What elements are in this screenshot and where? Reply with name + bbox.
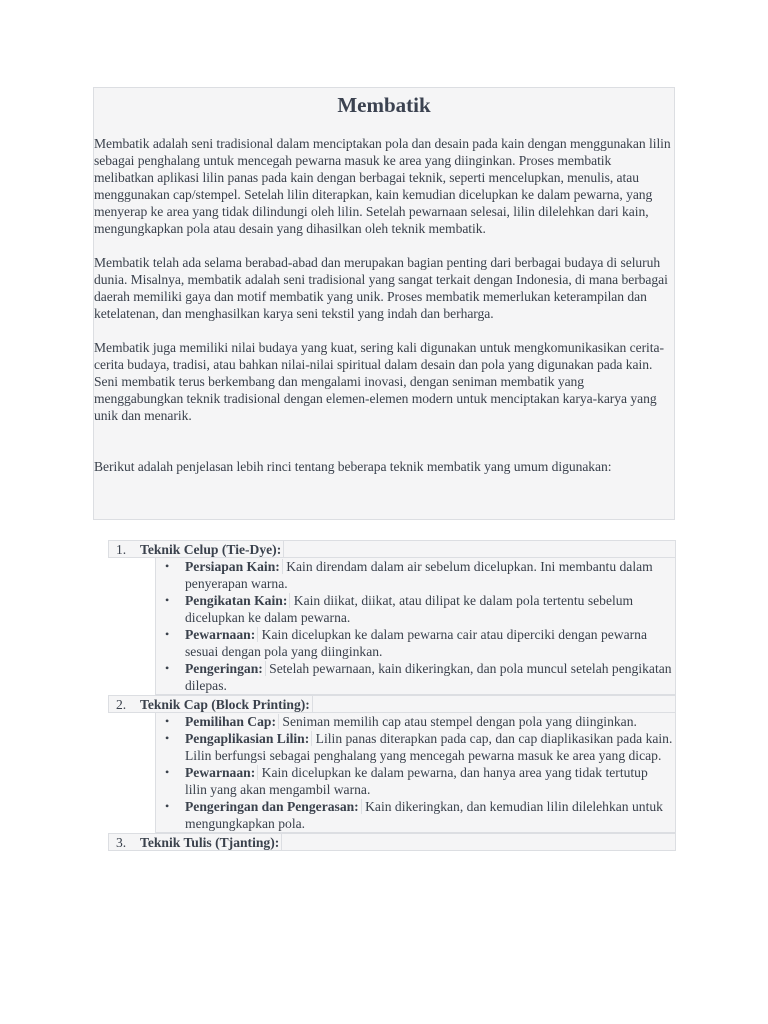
technique-item-tulis [108,833,676,851]
techniques-list [108,540,676,851]
step-text: Kain dicelupkan ke dalam pewarna, dan hanya area yang tidak tertutup lilin yang akan mengambil warna. [185,765,648,797]
step-text: Setelah pewarnaan, kain dikeringkan, dan pola muncul setelah pengikatan dilepas. [185,661,672,693]
bullet-icon: • [165,661,170,675]
bullet-icon: • [165,731,170,745]
intro-panel [93,87,675,520]
paragraph-definition: Membatik adalah seni tradisional dalam menciptakan pola dan desain pada kain dengan menggunakan lilin sebagai penghalang untuk mencegah pewarna masuk ke area yang diinginkan. Proses membatik melibatkan aplikasi lilin panas pada kain dengan berbagai teknik, seperti mencelupkan, menulis, atau menggunakan cap/stempel. Setelah lilin diterapkan, kain kemudian dicelupkan ke dalam pewarna, yang menyerap ke area yang tidak dilindungi oleh lilin. Setelah pewarnaan selesai, lilin dilelehkan dari kain, mengungkapkan pola atau desain yang dihasilkan oleh teknik membatik. [94,136,671,236]
step-term: Pewarnaan: [185,627,258,642]
list-item [156,798,675,832]
list-item [156,626,675,660]
technique-heading: Teknik Celup (Tie-Dye): [140,541,284,558]
technique-item-cap [108,695,676,713]
list-item [156,660,675,694]
step-text: Kain dicelupkan ke dalam pewarna cair atau diperciki dengan pewarna sesuai dengan pola yang diinginkan. [185,627,647,659]
technique-item-celup [108,540,676,558]
bullet-icon: • [165,627,170,641]
list-item [156,713,675,730]
list-number: 2. [116,697,127,712]
bullet-icon: • [165,559,170,573]
technique-heading: Teknik Cap (Block Printing): [140,696,313,713]
step-text: Kain diikat, diikat, atau dilipat ke dalam pola tertentu sebelum dicelupkan ke dalam pewarna. [185,593,634,625]
step-term: Persiapan Kain: [185,559,283,574]
paragraph-intro-techniques: Berikut adalah penjelasan lebih rinci tentang beberapa teknik membatik yang umum digunakan: [94,459,612,474]
list-number: 3. [116,835,127,850]
step-text: Lilin panas diterapkan pada cap, dan cap diaplikasikan pada kain. Lilin berfungsi sebagai penghalang yang mencegah pewarna masuk ke area yang dicap. [185,731,673,763]
step-term: Pengikatan Kain: [185,593,290,608]
list-item [156,592,675,626]
step-term: Pemilihan Cap: [185,714,279,729]
list-number: 1. [116,542,127,557]
step-text: Kain direndam dalam air sebelum dicelupkan. Ini membantu dalam penyerapan warna. [185,559,653,591]
step-term: Pengeringan dan Pengerasan: [185,799,362,814]
step-term: Pengeringan: [185,661,266,676]
step-term: Pengaplikasian Lilin: [185,731,312,746]
list-item [156,730,675,764]
page-title: Membatik [337,93,431,117]
bullet-icon: • [165,799,170,813]
bullet-icon: • [165,765,170,779]
technique-steps-celup [155,558,676,695]
bullet-icon: • [165,714,170,728]
list-item [156,558,675,592]
technique-heading: Teknik Tulis (Tjanting): [140,834,282,851]
step-text: Kain dikeringkan, dan kemudian lilin dilelehkan untuk mengungkapkan pola. [185,799,663,831]
list-item [156,764,675,798]
technique-steps-cap [155,713,676,833]
paragraph-history: Membatik telah ada selama berabad-abad dan merupakan bagian penting dari berbagai budaya di seluruh dunia. Misalnya, membatik adalah seni tradisional yang sangat terkait dengan Indonesia, di mana berbagai daerah memiliki gaya dan motif membatik yang unik. Proses membatik memerlukan keterampilan dan ketelatenan, dan menghasilkan karya seni tekstil yang indah dan berharga. [94,255,668,321]
bullet-icon: • [165,593,170,607]
step-text: Seniman memilih cap atau stempel dengan pola yang diinginkan. [279,714,637,729]
paragraph-culture: Membatik juga memiliki nilai budaya yang kuat, sering kali digunakan untuk mengkomunikasikan cerita-cerita budaya, tradisi, atau bahkan nilai-nilai spiritual dalam desain dan pola yang digunakan pada kain. Seni membatik terus berkembang dan mengalami inovasi, dengan seniman membatik yang menggabungkan teknik tradisional dengan elemen-elemen modern untuk menciptakan karya-karya yang unik dan menarik. [94,340,664,423]
step-term: Pewarnaan: [185,765,258,780]
